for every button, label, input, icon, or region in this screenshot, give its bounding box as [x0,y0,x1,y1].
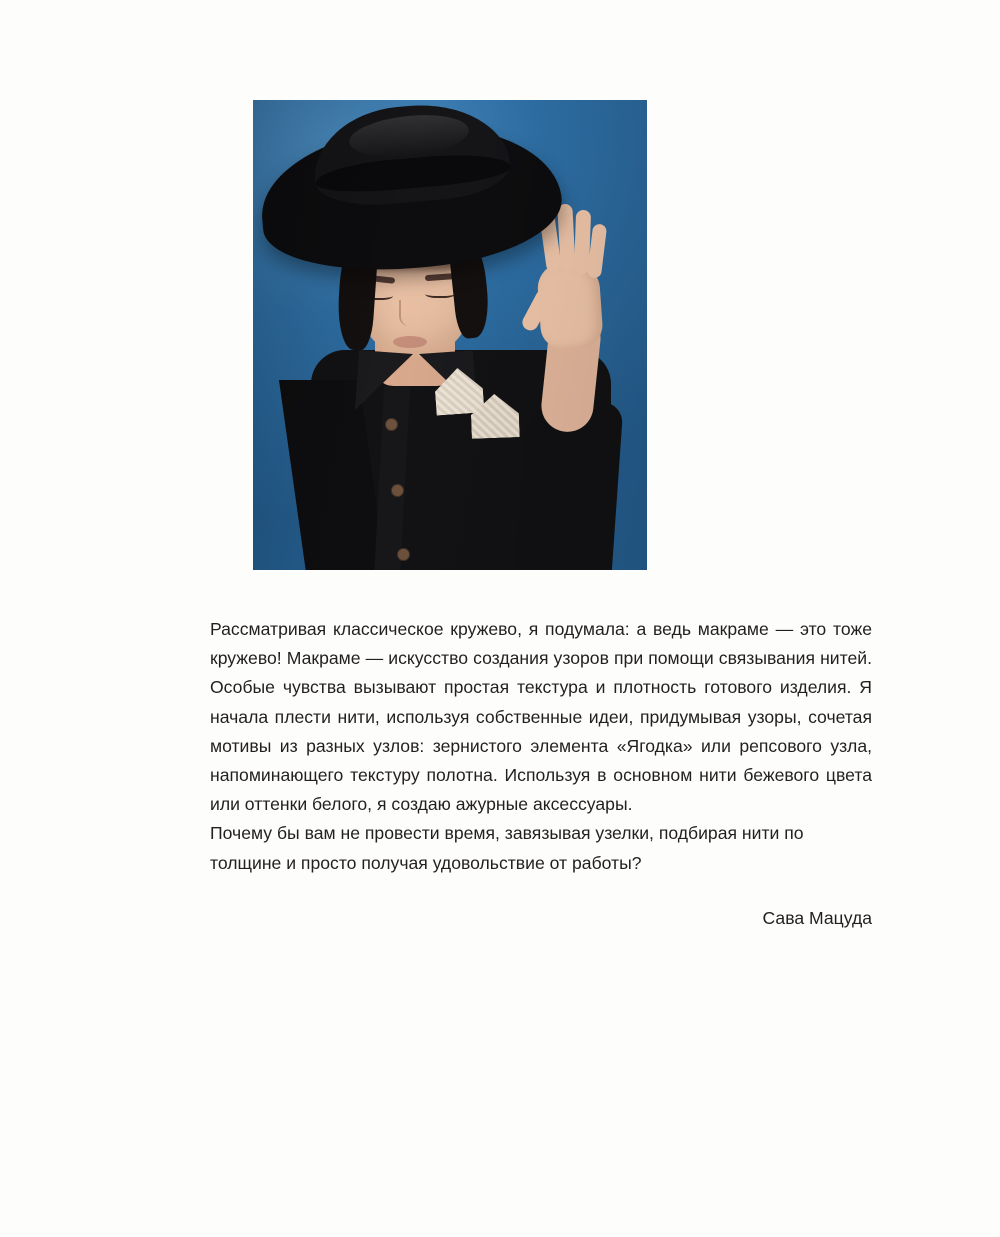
article-text [210,615,872,933]
portrait-photo [253,100,647,570]
paragraph-2: Почему бы вам не провести время, завязывая узелки, подбирая нити по толщине и просто получая удовольствие от работы? [210,823,804,873]
paragraph-1: Рассматривая классическое кружево, я подумала: а ведь макраме — это тоже кружево! Макраме — искусство создания узоров при помощи связывания нитей. Особые чувства вызывают простая текстура и плотность готового изделия. Я начала плести нити, используя собственные идеи, придумывая узоры, сочетая мотивы из разных узлов: зернистого элемента «Ягодка» или репсового узла, напоминающего текстуру полотна. Используя в основном нити бежевого цвета или оттенки белого, я создаю ажурные аксессуары. [210,619,872,815]
photo-canvas [253,100,647,570]
author-signature: Сава Мацуда [762,907,872,928]
photo-vignette [253,100,647,570]
